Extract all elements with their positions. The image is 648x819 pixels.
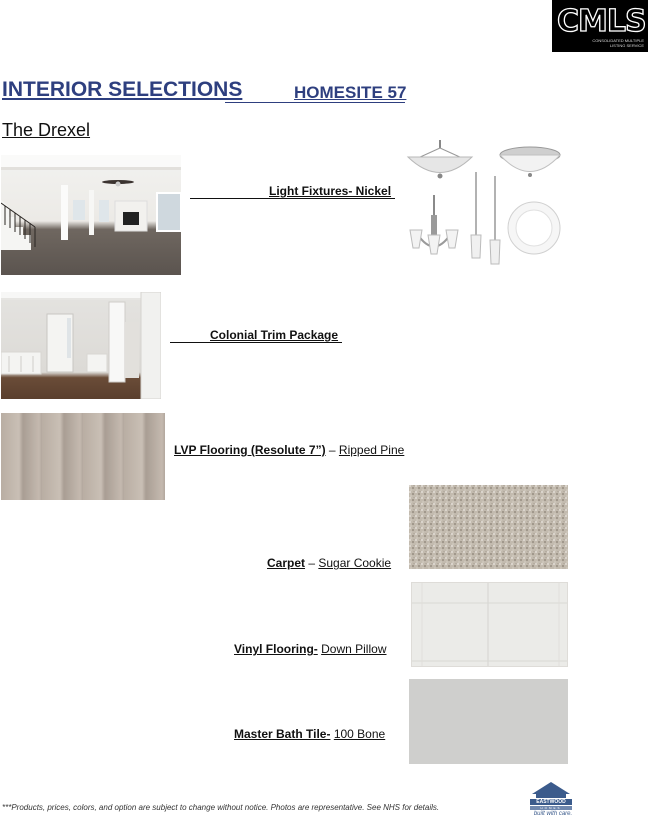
eastwood-logo-sub: HOMES [540,806,562,810]
cmls-logo [552,0,648,52]
lvp-flooring-swatch [1,413,165,500]
light-fixtures-image [404,140,570,265]
leader-line-trim [170,342,342,343]
disclaimer-text: ***Products, prices, colors, and option are subject to change without notice. Photos are representative. See NHS for details. [2,803,440,812]
caption-tile-label: Master Bath Tile- [234,727,331,741]
leader-line-lighting [190,198,395,199]
caption-light-fixtures [269,184,391,198]
caption-carpet [267,556,391,570]
living-room-photo [1,155,181,275]
cmls-logo-subtext: CONSOLIDATED MULTIPLE LISTING SERVICE [592,38,644,48]
caption-colonial-trim [210,328,338,342]
caption-vinyl-value: Down Pillow [321,642,387,656]
model-name: The Drexel [2,120,91,140]
caption-carpet-label: Carpet [267,556,306,570]
carpet-swatch [409,485,568,569]
eastwood-logo-name: EASTWOOD [536,799,566,805]
caption-lvp-flooring [174,443,404,457]
caption-lvp-separator: – [325,443,339,457]
caption-tile-value: 100 Bone [333,727,386,741]
caption-master-bath-tile [234,727,385,741]
caption-light-fixtures-label: Light Fixtures- Nickel [269,184,392,198]
caption-lvp-label: LVP Flooring (Resolute 7”) [174,443,326,457]
caption-lvp-value: Ripped Pine [338,443,405,457]
page-title: INTERIOR SELECTIONS [2,78,243,101]
homesite-label: HOMESITE 57 [294,83,407,102]
caption-carpet-separator: – [305,556,319,570]
vinyl-flooring-swatch [411,582,568,667]
caption-colonial-trim-label: Colonial Trim Package [210,328,339,342]
eastwood-logo-tagline: built with care. [533,811,573,817]
eastwood-homes-logo [522,780,580,819]
caption-vinyl-label: Vinyl Flooring- [234,642,318,656]
caption-vinyl-flooring [234,642,386,656]
master-bath-tile-swatch [409,679,568,764]
colonial-trim-photo [1,292,161,399]
cmls-logo-text: CMLS [557,4,646,39]
caption-carpet-value: Sugar Cookie [318,556,392,570]
